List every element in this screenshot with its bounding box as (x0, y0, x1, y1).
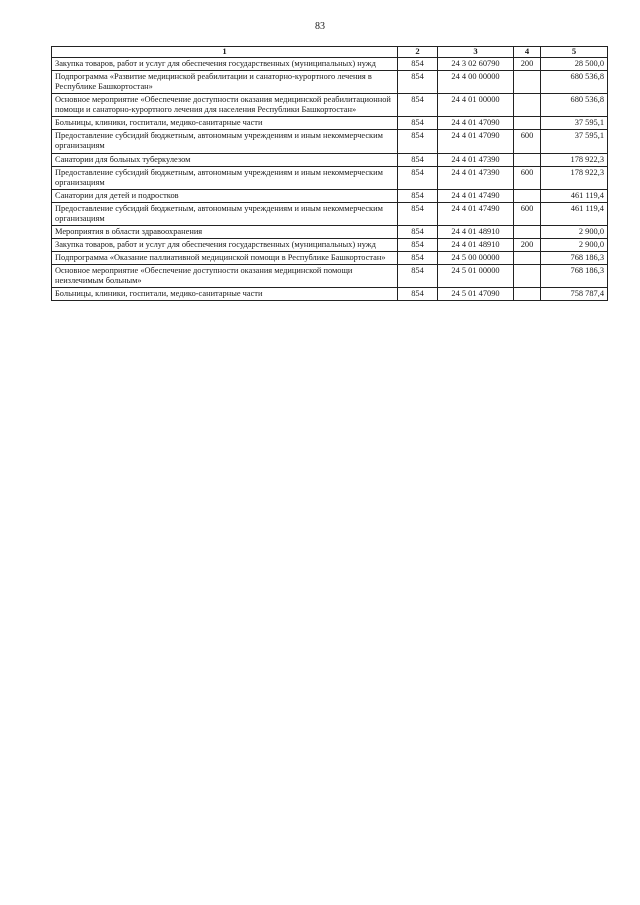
ministry-code-cell: 854 (398, 189, 438, 202)
ministry-code-cell: 854 (398, 57, 438, 70)
table-row (52, 252, 608, 265)
ministry-code-cell: 854 (398, 153, 438, 166)
ministry-code-cell: 854 (398, 225, 438, 238)
ministry-code-cell: 854 (398, 265, 438, 288)
target-article-cell: 24 4 01 00000 (438, 94, 514, 117)
ministry-code-cell: 854 (398, 252, 438, 265)
amount-cell: 680 536,8 (541, 70, 608, 93)
expense-type-cell: 600 (514, 130, 541, 153)
table-row (52, 153, 608, 166)
table-row (52, 166, 608, 189)
table-row (52, 265, 608, 288)
target-article-cell: 24 3 02 60790 (438, 57, 514, 70)
table-row (52, 117, 608, 130)
amount-cell: 461 119,4 (541, 202, 608, 225)
ministry-code-cell: 854 (398, 288, 438, 301)
column-header-1: 1 (52, 47, 398, 58)
table-row (52, 288, 608, 301)
table-row (52, 202, 608, 225)
budget-table (51, 46, 608, 301)
target-article-cell: 24 4 01 47490 (438, 202, 514, 225)
table-row (52, 239, 608, 252)
ministry-code-cell: 854 (398, 166, 438, 189)
target-article-cell: 24 4 01 47390 (438, 153, 514, 166)
expense-type-cell: 200 (514, 57, 541, 70)
amount-cell: 2 900,0 (541, 225, 608, 238)
amount-cell: 758 787,4 (541, 288, 608, 301)
target-article-cell: 24 4 01 47090 (438, 117, 514, 130)
amount-cell: 178 922,3 (541, 153, 608, 166)
row-name-cell: Предоставление субсидий бюджетным, автономным учреждениям и иным некоммерческим организациям (52, 130, 398, 153)
table-row (52, 70, 608, 93)
column-header-3: 3 (438, 47, 514, 58)
target-article-cell: 24 5 01 47090 (438, 288, 514, 301)
row-name-cell: Больницы, клиники, госпитали, медико-санитарные части (52, 288, 398, 301)
expense-type-cell (514, 94, 541, 117)
expense-type-cell (514, 189, 541, 202)
row-name-cell: Закупка товаров, работ и услуг для обеспечения государственных (муниципальных) нужд (52, 57, 398, 70)
expense-type-cell (514, 117, 541, 130)
target-article-cell: 24 4 01 47390 (438, 166, 514, 189)
ministry-code-cell: 854 (398, 70, 438, 93)
row-name-cell: Санатории для детей и подростков (52, 189, 398, 202)
target-article-cell: 24 4 00 00000 (438, 70, 514, 93)
target-article-cell: 24 5 01 00000 (438, 265, 514, 288)
row-name-cell: Закупка товаров, работ и услуг для обеспечения государственных (муниципальных) нужд (52, 239, 398, 252)
row-name-cell: Основное мероприятие «Обеспечение доступности оказания медицинской реабилитационной помощи и санаторно-курортного лечения для населения Республики Башкортостан» (52, 94, 398, 117)
ministry-code-cell: 854 (398, 130, 438, 153)
row-name-cell: Подпрограмма «Развитие медицинской реабилитации и санаторно-курортного лечения в Республике Башкортостан» (52, 70, 398, 93)
table-row (52, 189, 608, 202)
target-article-cell: 24 5 00 00000 (438, 252, 514, 265)
table-row (52, 94, 608, 117)
row-name-cell: Санатории для больных туберкулезом (52, 153, 398, 166)
expense-type-cell (514, 288, 541, 301)
row-name-cell: Мероприятия в области здравоохранения (52, 225, 398, 238)
amount-cell: 2 900,0 (541, 239, 608, 252)
expense-type-cell: 600 (514, 202, 541, 225)
amount-cell: 178 922,3 (541, 166, 608, 189)
target-article-cell: 24 4 01 47490 (438, 189, 514, 202)
table-header-row (52, 47, 608, 58)
row-name-cell: Больницы, клиники, госпитали, медико-санитарные части (52, 117, 398, 130)
column-header-5: 5 (541, 47, 608, 58)
table-body (52, 57, 608, 301)
amount-cell: 37 595,1 (541, 117, 608, 130)
ministry-code-cell: 854 (398, 117, 438, 130)
row-name-cell: Основное мероприятие «Обеспечение доступности оказания медицинской помощи неизлечимым больным» (52, 265, 398, 288)
page-number: 83 (315, 21, 325, 32)
expense-type-cell (514, 265, 541, 288)
amount-cell: 768 186,3 (541, 265, 608, 288)
table-row (52, 225, 608, 238)
expense-type-cell: 600 (514, 166, 541, 189)
expense-type-cell: 200 (514, 239, 541, 252)
expense-type-cell (514, 225, 541, 238)
ministry-code-cell: 854 (398, 202, 438, 225)
target-article-cell: 24 4 01 47090 (438, 130, 514, 153)
amount-cell: 28 500,0 (541, 57, 608, 70)
row-name-cell: Предоставление субсидий бюджетным, автономным учреждениям и иным некоммерческим организациям (52, 202, 398, 225)
amount-cell: 461 119,4 (541, 189, 608, 202)
expense-type-cell (514, 153, 541, 166)
row-name-cell: Подпрограмма «Оказание паллиативной медицинской помощи в Республике Башкортостан» (52, 252, 398, 265)
table-row (52, 57, 608, 70)
table-row (52, 130, 608, 153)
ministry-code-cell: 854 (398, 94, 438, 117)
amount-cell: 37 595,1 (541, 130, 608, 153)
ministry-code-cell: 854 (398, 239, 438, 252)
column-header-2: 2 (398, 47, 438, 58)
expense-type-cell (514, 70, 541, 93)
target-article-cell: 24 4 01 48910 (438, 225, 514, 238)
amount-cell: 680 536,8 (541, 94, 608, 117)
target-article-cell: 24 4 01 48910 (438, 239, 514, 252)
amount-cell: 768 186,3 (541, 252, 608, 265)
column-header-4: 4 (514, 47, 541, 58)
expense-type-cell (514, 252, 541, 265)
row-name-cell: Предоставление субсидий бюджетным, автономным учреждениям и иным некоммерческим организациям (52, 166, 398, 189)
